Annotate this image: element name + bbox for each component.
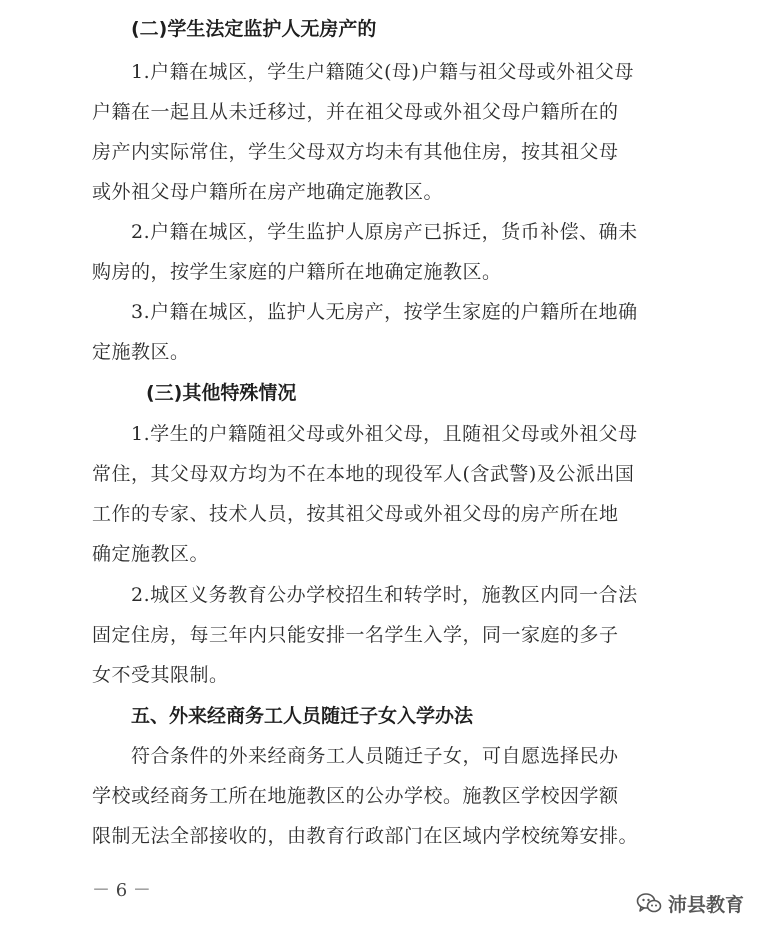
watermark-text: 沛县教育 <box>668 893 745 916</box>
watermark <box>636 888 744 918</box>
text-line: 户籍在一起且从未迁移过，并在祖父母或外祖父母户籍所在的 <box>92 101 619 123</box>
text-line: 或外祖父母户籍所在房产地确定施教区。 <box>92 181 444 203</box>
text-line: 固定住房，每三年内只能安排一名学生入学，同一家庭的多子 <box>92 624 619 646</box>
section-heading-3: (三)其他特殊情况 <box>146 382 297 404</box>
section-heading-5: 五、外来经商务工人员随迁子女入学办法 <box>131 705 474 727</box>
wechat-icon <box>636 891 662 915</box>
text-line: 学校或经商务工所在地施教区的公办学校。施教区学校因学额 <box>92 785 619 807</box>
text-line: 限制无法全部接收的，由教育行政部门在区域内学校统筹安排。 <box>92 825 639 847</box>
page-number: － 6 － <box>92 880 151 901</box>
text-line: 1.学生的户籍随祖父母或外祖父母，且随祖父母或外祖父母 <box>131 423 638 445</box>
text-line: 确定施教区。 <box>92 543 210 565</box>
text-line: 女不受其限制。 <box>92 664 229 686</box>
text-line: 常住，其父母双方均为不在本地的现役军人(含武警)及公派出国 <box>92 463 635 485</box>
text-line: 3.户籍在城区，监护人无房产，按学生家庭的户籍所在地确 <box>131 301 638 323</box>
text-line: 1.户籍在城区，学生户籍随父(母)户籍与祖父母或外祖父母 <box>131 61 634 83</box>
text-line: 2.城区义务教育公办学校招生和转学时，施教区内同一合法 <box>131 584 638 606</box>
text-line: 定施教区。 <box>92 341 190 363</box>
text-line: 房产内实际常住，学生父母双方均未有其他住房，按其祖父母 <box>92 141 619 163</box>
text-line: 购房的，按学生家庭的户籍所在地确定施教区。 <box>92 261 502 283</box>
text-line: 2.户籍在城区，学生监护人原房产已拆迁，货币补偿、确未 <box>131 221 638 243</box>
text-line: 工作的专家、技术人员，按其祖父母或外祖父母的房产所在地 <box>92 503 619 525</box>
section-heading-2: (二)学生法定监护人无房产的 <box>131 18 377 40</box>
text-line: 符合条件的外来经商务工人员随迁子女，可自愿选择民办 <box>131 745 619 767</box>
